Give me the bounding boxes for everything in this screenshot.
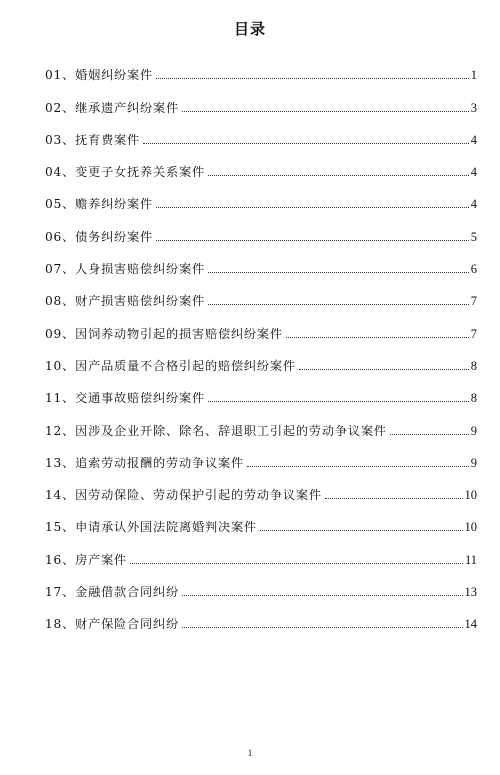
toc-entry-page: 9: [470, 455, 477, 470]
toc-entry[interactable]: [45, 534, 477, 566]
toc-dot-leader: [325, 498, 463, 499]
toc-entry[interactable]: [45, 373, 477, 405]
toc-dot-leader: [260, 530, 463, 531]
toc-entry-page: 5: [470, 229, 477, 244]
toc-entry-label: 12、因涉及企业开除、除名、辞退职工引起的劳动争议案件: [45, 423, 387, 438]
toc-entry[interactable]: [45, 470, 477, 502]
toc-entry-label: 05、赡养纠纷案件: [45, 197, 154, 212]
toc-entry[interactable]: [45, 82, 477, 114]
toc-entry-label: 08、财产损害赔偿纠纷案件: [45, 294, 205, 309]
toc-entry-page: 14: [464, 617, 477, 632]
toc-dot-leader: [247, 466, 469, 467]
table-of-contents: [45, 50, 477, 631]
toc-entry[interactable]: [45, 211, 477, 243]
toc-entry[interactable]: [45, 341, 477, 373]
toc-entry-label: 01、婚姻纠纷案件: [45, 68, 154, 83]
toc-entry[interactable]: [45, 599, 477, 631]
toc-entry[interactable]: [45, 115, 477, 147]
toc-dot-leader: [143, 143, 469, 144]
toc-title: 目录: [233, 20, 266, 38]
toc-entry-label: 17、金融借款合同纠纷: [45, 585, 179, 600]
toc-entry[interactable]: [45, 405, 477, 437]
toc-dot-leader: [182, 111, 469, 112]
toc-entry-label: 07、人身损害赔偿纠纷案件: [45, 262, 205, 277]
toc-entry-page: 4: [470, 132, 477, 147]
toc-entry-page: 4: [470, 197, 477, 212]
toc-entry-page: 8: [470, 391, 477, 406]
toc-entry-label: 16、房产案件: [45, 552, 128, 567]
toc-entry[interactable]: [45, 438, 477, 470]
toc-entry-page: 4: [470, 165, 477, 180]
toc-entry[interactable]: [45, 502, 477, 534]
toc-dot-leader: [208, 304, 469, 305]
toc-dot-leader: [130, 563, 463, 564]
toc-entry-label: 06、债务纠纷案件: [45, 229, 154, 244]
toc-entry-page: 10: [464, 520, 477, 535]
toc-entry-page: 7: [470, 326, 477, 341]
toc-entry-page: 9: [470, 423, 477, 438]
toc-dot-leader: [208, 272, 469, 273]
footer-page-number: 1: [247, 748, 253, 758]
toc-entry-page: 1: [470, 68, 477, 83]
toc-dot-leader: [182, 627, 463, 628]
toc-entry-page: 6: [470, 262, 477, 277]
toc-dot-leader: [156, 240, 469, 241]
toc-entry-page: 3: [470, 100, 477, 115]
toc-entry-label: 15、申请承认外国法院离婚判决案件: [45, 520, 257, 535]
toc-dot-leader: [390, 434, 469, 435]
toc-dot-leader: [299, 369, 469, 370]
toc-entry[interactable]: [45, 244, 477, 276]
toc-dot-leader: [156, 207, 469, 208]
toc-dot-leader: [208, 175, 469, 176]
toc-entry-label: 10、因产品质量不合格引起的赔偿纠纷案件: [45, 358, 296, 373]
toc-dot-leader: [208, 401, 469, 402]
toc-entry-page: 8: [470, 358, 477, 373]
toc-entry[interactable]: [45, 50, 477, 82]
toc-entry-page: 10: [464, 488, 477, 503]
toc-entry-label: 02、继承遗产纠纷案件: [45, 100, 179, 115]
toc-entry-label: 13、追索劳动报酬的劳动争议案件: [45, 455, 244, 470]
toc-dot-leader: [156, 78, 469, 79]
toc-entry[interactable]: [45, 179, 477, 211]
toc-entry[interactable]: [45, 308, 477, 340]
toc-dot-leader: [182, 595, 463, 596]
toc-entry-label: 03、抚育费案件: [45, 132, 141, 147]
toc-entry-label: 11、交通事故赔偿纠纷案件: [45, 391, 205, 406]
toc-entry-page: 7: [470, 294, 477, 309]
toc-entry-label: 04、变更子女抚养关系案件: [45, 165, 205, 180]
toc-dot-leader: [286, 337, 469, 338]
toc-entry[interactable]: [45, 567, 477, 599]
toc-entry-page: 11: [464, 552, 477, 567]
toc-entry[interactable]: [45, 276, 477, 308]
toc-entry-label: 09、因饲养动物引起的损害赔偿纠纷案件: [45, 326, 283, 341]
toc-entry-label: 14、因劳动保险、劳动保护引起的劳动争议案件: [45, 488, 322, 503]
toc-entry-page: 13: [464, 585, 477, 600]
toc-entry[interactable]: [45, 147, 477, 179]
toc-entry-label: 18、财产保险合同纠纷: [45, 617, 179, 632]
